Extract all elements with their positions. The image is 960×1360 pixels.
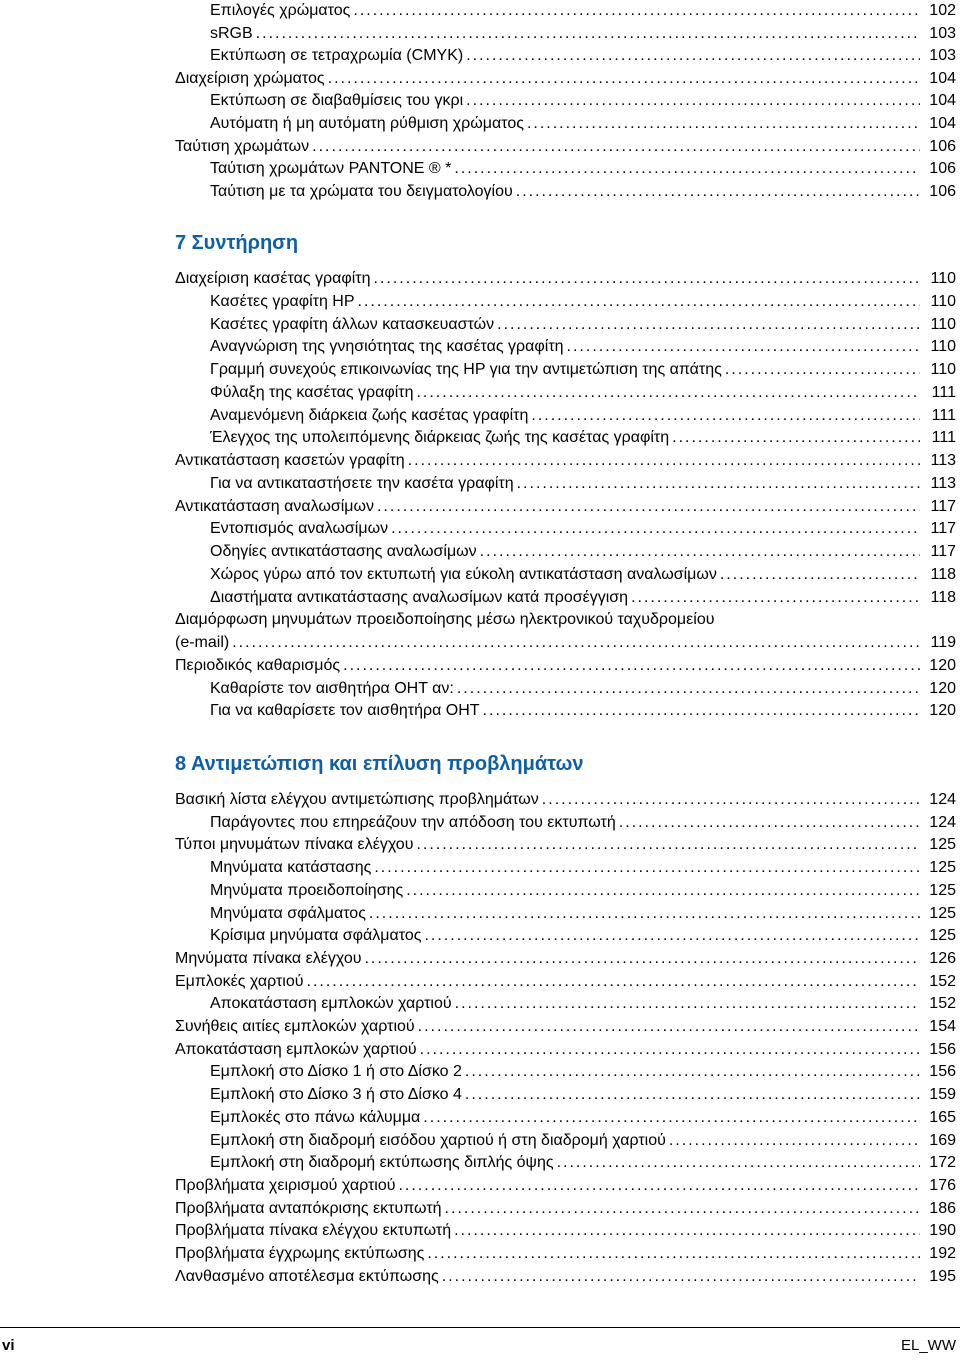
toc-dot-leader [455, 993, 920, 1015]
toc-entry-page: 125 [929, 904, 956, 922]
toc-dot-leader [374, 268, 920, 290]
toc-dot-leader [420, 1039, 920, 1061]
toc-entry[interactable] [175, 68, 956, 90]
toc-entry-title: Ταύτιση χρωμάτων [175, 137, 310, 155]
toc-entry[interactable] [175, 655, 956, 677]
toc-entry-page: 117 [930, 520, 956, 538]
toc-entry[interactable] [175, 1198, 956, 1220]
toc-entry-page: 120 [929, 702, 956, 720]
toc-entry-page: 120 [929, 656, 956, 674]
toc-entry[interactable] [210, 587, 956, 609]
toc-dot-leader [232, 632, 920, 654]
toc-entry-title: Διαχείριση κασέτας γραφίτη [175, 270, 371, 287]
toc-entry-page: 156 [929, 1063, 956, 1081]
toc-entry-page: 113 [930, 474, 956, 492]
toc-entry[interactable] [210, 382, 956, 404]
toc-dot-leader [418, 1016, 920, 1038]
toc-dot-leader [256, 23, 920, 45]
toc-entry-page: 125 [929, 881, 956, 899]
toc-entry-title: Κασέτες γραφίτη HP [210, 292, 355, 310]
toc-entry-title: Εμπλοκές χαρτιού [175, 972, 304, 990]
toc-entry-page: 118 [930, 565, 956, 583]
toc-entry[interactable] [210, 427, 956, 449]
toc-entry[interactable] [210, 291, 956, 313]
toc-entry-page: 125 [929, 836, 956, 854]
toc-entry-page: 176 [929, 1176, 956, 1194]
toc-entry[interactable] [210, 473, 956, 495]
toc-entry-title: Καθαρίστε τον αισθητήρα OHT αν: [210, 679, 454, 697]
toc-dot-leader [480, 541, 920, 563]
toc-entry-page: 110 [930, 338, 956, 356]
toc-entry-title: Αντικατάσταση αναλωσίμων [175, 497, 374, 515]
toc-entry-page: 117 [930, 497, 956, 515]
toc-dot-leader [457, 678, 920, 700]
toc-entry-title: Γραμμή συνεχούς επικοινωνίας της HP για την αντιμετώπιση της απάτης [210, 361, 722, 378]
toc-entry-title: Χώρος γύρω από τον εκτυπωτή για εύκολη αντικατάσταση αναλωσίμων [210, 565, 717, 583]
toc-entry[interactable] [210, 113, 956, 135]
toc-entry-title: Εμπλοκές στο πάνω κάλυμμα [210, 1108, 421, 1126]
toc-dot-leader [343, 655, 920, 677]
toc-entry-page: 152 [929, 972, 956, 990]
toc-dot-leader [307, 971, 921, 993]
toc-dot-leader [328, 68, 920, 90]
toc-entry-page: 110 [930, 315, 956, 333]
toc-dot-leader [517, 473, 920, 495]
toc-entry-title: Εντοπισμός αναλωσίμων [210, 520, 389, 538]
toc-dot-leader [527, 113, 920, 135]
toc-entry[interactable] [210, 181, 956, 203]
toc-dot-leader [369, 903, 920, 925]
toc-dot-leader [358, 291, 920, 313]
toc-entry[interactable] [210, 1107, 956, 1129]
toc-entry[interactable] [175, 789, 956, 811]
toc-dot-leader [427, 1243, 920, 1265]
toc-entry-title: Διαστήματα αντικατάστασης αναλωσίμων κατά προσέγγιση [210, 588, 629, 606]
toc-entry-page: 103 [929, 47, 956, 65]
toc-entry[interactable] [210, 518, 956, 540]
toc-dot-leader [454, 158, 920, 180]
toc-dot-leader [465, 1084, 920, 1106]
toc-dot-leader [424, 925, 920, 947]
toc-entry-title: Βασική λίστα ελέγχου αντιμετώπισης προβλημάτων [175, 791, 539, 808]
toc-dot-leader [672, 427, 920, 449]
toc-entry-page: 106 [929, 137, 956, 155]
toc-entry[interactable] [210, 0, 956, 22]
toc-entry[interactable] [210, 314, 956, 336]
toc-entry-title: Μηνύματα κατάστασης [210, 859, 372, 877]
toc-entry[interactable] [210, 359, 956, 381]
footer-edition: EL_WW [900, 1337, 956, 1354]
toc-entry-title: Εκτύπωση σε τετραχρωμία (CMYK) [210, 47, 464, 65]
toc-entry-title: Προβλήματα έγχρωμης εκτύπωσης [175, 1245, 425, 1262]
toc-dot-leader [353, 0, 920, 22]
toc-entry-page: 152 [929, 995, 956, 1013]
toc-entry[interactable] [175, 971, 956, 993]
toc-entry[interactable] [210, 23, 956, 45]
toc-entry[interactable] [210, 880, 956, 902]
toc-entry[interactable] [175, 1016, 956, 1038]
toc-entry[interactable] [210, 1084, 956, 1106]
toc-entry-page: 120 [929, 679, 956, 697]
toc-entry-title: Αναγνώριση της γνησιότητας της κασέτας γραφίτη [210, 338, 564, 356]
toc-entry-title: Εκτύπωση σε διαβαθμίσεις του γκρι [210, 92, 464, 110]
toc-dot-leader [466, 45, 920, 67]
toc-dot-leader [631, 587, 920, 609]
toc-dot-leader [377, 496, 920, 518]
toc-entry-page: 102 [929, 2, 956, 19]
toc-entry[interactable] [175, 609, 956, 631]
toc-entry[interactable] [210, 336, 956, 358]
toc-dot-leader [516, 181, 920, 203]
toc-entry-page: 165 [929, 1108, 956, 1126]
toc-entry[interactable] [210, 405, 956, 427]
toc-entry-title: Αποκατάσταση εμπλοκών χαρτιού [210, 995, 452, 1013]
toc-dot-leader [669, 1130, 920, 1152]
chapter-7-heading[interactable]: 7 Συντήρηση [175, 232, 299, 254]
footer-page-label: vi [2, 1337, 15, 1354]
toc-entry-title: Προβλήματα πίνακα ελέγχου εκτυπωτή [175, 1222, 452, 1240]
footer-divider [0, 1327, 960, 1328]
toc-entry-title: Ταύτιση χρωμάτων PANTONE ® * [210, 160, 452, 178]
toc-entry[interactable] [175, 1266, 956, 1288]
toc-entry[interactable] [175, 1175, 956, 1197]
toc-entry-page: 195 [929, 1267, 956, 1285]
toc-entry-page: 156 [929, 1040, 956, 1058]
toc-entry[interactable] [210, 857, 956, 879]
toc-entry-title: Συνήθεις αιτίες εμπλοκών χαρτιού [175, 1018, 415, 1035]
toc-dot-leader [557, 1152, 920, 1174]
toc-entry-title: Διαχείριση χρώματος [175, 69, 325, 87]
toc-entry[interactable] [210, 925, 956, 947]
toc-entry-page: 190 [929, 1222, 956, 1240]
toc-entry[interactable] [175, 1039, 956, 1061]
toc-entry[interactable] [210, 700, 956, 722]
toc-entry-title: Λανθασμένο αποτέλεσμα εκτύπωσης [175, 1267, 439, 1285]
toc-entry[interactable] [175, 1243, 956, 1265]
toc-entry[interactable] [210, 90, 956, 112]
toc-entry-title: Τύποι μηνυμάτων πίνακα ελέγχου [175, 836, 414, 854]
toc-entry-page: 110 [930, 292, 956, 310]
toc-entry[interactable] [210, 993, 956, 1015]
toc-entry-page: 113 [930, 452, 956, 469]
toc-entry[interactable] [175, 268, 956, 290]
toc-entry-title: Μηνύματα σφάλματος [210, 904, 366, 922]
toc-entry-title: Ταύτιση με τα χρώματα του δειγματολογίου [210, 182, 513, 200]
toc-entry[interactable] [210, 678, 956, 700]
toc-dot-leader [416, 834, 920, 856]
toc-entry-title: Αυτόματη ή μη αυτόματη ρύθμιση χρώματος [210, 115, 524, 132]
toc-entry-page: 125 [929, 859, 956, 877]
toc-entry-title: Αντικατάσταση κασετών γραφίτη [175, 452, 405, 469]
toc-entry-title: Κασέτες γραφίτη άλλων κατασκευαστών [210, 315, 495, 333]
toc-entry-title: Εμπλοκή στη διαδρομή εισόδου χαρτιού ή στη διαδρομή χαρτιού [210, 1131, 666, 1149]
toc-entry-page: 118 [930, 588, 956, 606]
toc-entry[interactable] [175, 948, 956, 970]
toc-entry-page: 154 [929, 1018, 956, 1035]
toc-dot-leader [442, 1266, 920, 1288]
toc-entry-title: Για να αντικαταστήσετε την κασέτα γραφίτη [210, 474, 514, 492]
toc-dot-leader [567, 336, 920, 358]
toc-entry-page: 124 [929, 813, 956, 831]
toc-entry-title: Παράγοντες που επηρεάζουν την απόδοση του εκτυπωτή [210, 813, 616, 831]
toc-entry[interactable] [175, 450, 956, 472]
toc-entry-title: Επιλογές χρώματος [210, 2, 351, 19]
toc-entry[interactable] [175, 1220, 956, 1242]
toc-dot-leader [364, 948, 920, 970]
toc-entry[interactable] [210, 541, 956, 563]
toc-dot-leader [406, 880, 920, 902]
toc-entry-page: 125 [929, 927, 956, 945]
chapter-8-heading[interactable]: 8 Αντιμετώπιση και επίλυση προβλημάτων [175, 753, 584, 775]
toc-entry-title: Φύλαξη της κασέτας γραφίτη [210, 383, 414, 401]
toc-dot-leader [454, 1220, 920, 1242]
toc-dot-leader [720, 564, 920, 586]
toc-entry-page: 106 [929, 160, 956, 178]
toc-dot-leader [374, 857, 920, 879]
toc-entry[interactable] [210, 564, 956, 586]
toc-entry-title: Αναμενόμενη διάρκεια ζωής κασέτας γραφίτη [210, 406, 529, 424]
toc-dot-leader [423, 1107, 920, 1129]
toc-entry-page: 186 [929, 1199, 956, 1217]
toc-entry-title: Διαμόρφωση μηνυμάτων προειδοποίησης μέσω ηλεκτρονικού ταχυδρομείου [175, 611, 715, 629]
toc-entry[interactable] [210, 1130, 956, 1152]
toc-dot-leader [416, 382, 920, 404]
toc-entry-page: 111 [931, 383, 956, 401]
toc-dot-leader [497, 314, 920, 336]
toc-entry-page: 104 [929, 115, 956, 132]
toc-entry-page: 110 [930, 361, 956, 378]
toc-entry-page: 119 [930, 634, 956, 651]
toc-dot-leader [725, 359, 920, 381]
toc-entry-page: 169 [929, 1131, 956, 1149]
toc-entry-page: 104 [929, 69, 956, 87]
toc-dot-leader [466, 90, 920, 112]
toc-entry[interactable] [210, 158, 956, 180]
toc-entry-page: 110 [930, 270, 956, 287]
toc-entry-title: Οδηγίες αντικατάστασης αναλωσίμων [210, 543, 477, 560]
toc-entry-title: Εμπλοκή στο Δίσκο 3 ή στο Δίσκο 4 [210, 1086, 462, 1104]
toc-entry[interactable] [175, 632, 956, 654]
toc-entry-title: Προβλήματα χειρισμού χαρτιού [175, 1176, 396, 1194]
toc-dot-leader [483, 700, 920, 722]
toc-entry-title: Περιοδικός καθαρισμός [175, 656, 341, 674]
toc-entry-title: Κρίσιμα μηνύματα σφάλματος [210, 927, 422, 945]
toc-entry-page: 111 [931, 406, 956, 424]
toc-entry-page: 172 [929, 1154, 956, 1172]
toc-entry[interactable] [210, 45, 956, 67]
toc-dot-leader [408, 450, 920, 472]
toc-entry[interactable] [210, 903, 956, 925]
toc-entry[interactable] [175, 136, 956, 158]
toc-entry-title: Μηνύματα πίνακα ελέγχου [175, 949, 362, 967]
toc-entry[interactable] [210, 812, 956, 834]
toc-entry-page: 124 [929, 791, 956, 808]
toc-dot-leader [445, 1198, 920, 1220]
toc-entry[interactable] [210, 1061, 956, 1083]
toc-dot-leader [542, 789, 920, 811]
toc-dot-leader [312, 136, 920, 158]
toc-entry-title: (e-mail) [175, 634, 230, 651]
toc-entry[interactable] [210, 1152, 956, 1174]
toc-entry-page: 103 [929, 24, 956, 42]
toc-entry-title: Εμπλοκή στη διαδρομή εκτύπωσης διπλής όψης [210, 1154, 554, 1172]
toc-entry-page: 111 [931, 429, 956, 447]
toc-dot-leader [619, 812, 920, 834]
toc-entry-title: sRGB [210, 24, 253, 42]
toc-entry-title: Για να καθαρίσετε τον αισθητήρα OHT [210, 702, 480, 720]
toc-entry-title: Εμπλοκή στο Δίσκο 1 ή στο Δίσκο 2 [210, 1063, 462, 1081]
toc-entry[interactable] [175, 834, 956, 856]
toc-entry-title: Προβλήματα ανταπόκρισης εκτυπωτή [175, 1199, 442, 1217]
toc-entry-page: 106 [929, 182, 956, 200]
toc-entry-title: Μηνύματα προειδοποίησης [210, 881, 404, 899]
toc-dot-leader [531, 405, 920, 427]
toc-entry-page: 117 [930, 543, 956, 560]
toc-dot-leader [391, 518, 920, 540]
toc-dot-leader [465, 1061, 920, 1083]
toc-entry-title: Έλεγχος της υπολειπόμενης διάρκειας ζωής της κασέτας γραφίτη [210, 429, 670, 447]
toc-entry-page: 192 [929, 1245, 956, 1262]
toc-dot-leader [398, 1175, 920, 1197]
toc-entry-page: 104 [929, 92, 956, 110]
toc-entry-page: 159 [929, 1086, 956, 1104]
toc-entry-title: Αποκατάσταση εμπλοκών χαρτιού [175, 1040, 417, 1058]
toc-entry[interactable] [175, 496, 956, 518]
toc-entry-page: 126 [929, 949, 956, 967]
